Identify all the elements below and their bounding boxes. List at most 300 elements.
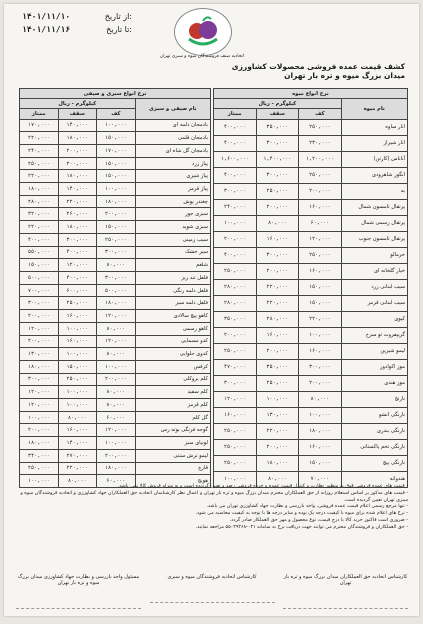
- price-premium: ۳۰۰,۰۰۰: [214, 183, 257, 199]
- table-row: [20, 259, 211, 272]
- price-premium: ۴۰۰,۰۰۰: [214, 167, 257, 183]
- price-min: ۱۶۰,۰۰۰: [299, 439, 342, 455]
- product-name: کلم قرمز: [135, 399, 210, 412]
- price-max: ۸۰,۰۰۰: [256, 215, 299, 231]
- veg-unit-header: کیلوگرم - ریال: [20, 99, 136, 109]
- price-premium: ۲۸۰,۰۰۰: [214, 295, 257, 311]
- price-min: ۱۵۰,۰۰۰: [299, 455, 342, 471]
- price-premium: ۲۲۰,۰۰۰: [20, 221, 59, 234]
- price-premium: ۱,۶۰۰,۰۰۰: [214, 151, 257, 167]
- veg-max-header: سقف: [58, 109, 97, 119]
- table-row: [20, 170, 211, 183]
- product-name: بادمجان دلمه ای: [135, 119, 210, 132]
- product-name: نارنگی تخم پاکستانی: [341, 439, 407, 455]
- table-row: [20, 221, 211, 234]
- product-name: کلم سفید: [135, 386, 210, 399]
- table-row: [214, 119, 408, 135]
- price-min: ۱۰۰,۰۰۰: [97, 437, 136, 450]
- product-name: فلفل دلمه رنگی: [135, 284, 210, 297]
- price-max: ۲۶۰,۰۰۰: [58, 208, 97, 221]
- price-min: ۱۸۰,۰۰۰: [97, 297, 136, 310]
- price-max: ۲۲۰,۰۰۰: [256, 423, 299, 439]
- price-max: ۴۰۰,۰۰۰: [58, 272, 97, 285]
- table-row: [20, 246, 211, 259]
- price-min: ۸۰,۰۰۰: [97, 322, 136, 335]
- product-name: کدوی حلوایی: [135, 348, 210, 361]
- price-max: ۱۲۰,۰۰۰: [58, 259, 97, 272]
- price-premium: ۲۵۰,۰۰۰: [214, 439, 257, 455]
- table-row: [20, 437, 211, 450]
- price-premium: ۳۵۰,۰۰۰: [214, 311, 257, 327]
- table-row: [214, 247, 408, 263]
- table-row: [214, 279, 408, 295]
- price-premium: ۳۴۰,۰۰۰: [20, 449, 59, 462]
- price-premium: ۲۵۰,۰۰۰: [214, 455, 257, 471]
- table-row: [20, 310, 211, 323]
- table-row: [214, 151, 408, 167]
- note-line: - قیمت های مذکور بر اساس استعلام روزانه از حق العملکاران محترم میدان بزرگ میوه و تره بار تهران و اعمال نظر کارشناسان اتحادیه حق العملکاران جهاد کشاورزی و اتحادیه فروشندگان میوه و سبزی تهران تعیین گردیده است.: [20, 490, 408, 503]
- signature-block: [150, 574, 275, 610]
- price-min: ۸۰,۰۰۰: [97, 386, 136, 399]
- signature-line: [16, 590, 141, 609]
- price-max: ۲۰۰,۰۰۰: [58, 144, 97, 157]
- price-premium: ۱۲۰,۰۰۰: [20, 399, 59, 412]
- price-premium: ۲۸۰,۰۰۰: [214, 279, 257, 295]
- price-min: ۱۵۰,۰۰۰: [97, 157, 136, 170]
- notes-section: [16, 484, 408, 532]
- table-row: [20, 399, 211, 412]
- price-premium: ۱۶۰,۰۰۰: [214, 407, 257, 423]
- table-row: [20, 233, 211, 246]
- price-min: ۱۵۰,۰۰۰: [97, 132, 136, 145]
- table-row: [214, 391, 408, 407]
- price-max: ۳۵۰,۰۰۰: [256, 359, 299, 375]
- note-line: - تنها مرجع رسمی اعلام قیمت عمده فروشی، واحد بازرسی و نظارت جهاد کشاورزی تهران می باشد.: [206, 504, 408, 510]
- fruit-price-table: [213, 88, 408, 488]
- price-max: ۱۰۰,۰۰۰: [58, 322, 97, 335]
- price-max: ۱۶۰,۰۰۰: [58, 424, 97, 437]
- table-row: [214, 327, 408, 343]
- price-max: ۱۰۰,۰۰۰: [256, 391, 299, 407]
- price-premium: ۱۰۰,۰۰۰: [214, 471, 257, 487]
- fruit-max-header: سقف: [256, 109, 299, 119]
- table-row: [214, 455, 408, 471]
- table-row: [214, 375, 408, 391]
- price-premium: ۱۰۰,۰۰۰: [214, 215, 257, 231]
- price-min: ۱۸۰,۰۰۰: [97, 462, 136, 475]
- table-row: [20, 284, 211, 297]
- product-name: نارنگی پیچ: [341, 455, 407, 471]
- product-name: لیمو شیرین: [341, 343, 407, 359]
- signature-title: کارشناس اتحادیه حق العملکاران میدان بزرگ میوه و تره بار تهران: [283, 574, 408, 586]
- price-min: ۱۰۰,۰۰۰: [97, 360, 136, 373]
- product-name: انار ساوه: [341, 119, 407, 135]
- price-premium: ۵۰۰,۰۰۰: [20, 272, 59, 285]
- price-min: ۲۲۰,۰۰۰: [299, 311, 342, 327]
- title-line-2: میدان بزرگ میوه و تره بار تهران: [284, 71, 405, 80]
- note-line: - قیمت های عمده فروشی فوق به منظور نظارت و کنترل قیمت عمده و خرده فروشی رصد و تعیین گردیده است و به منزله فروش کالا نمی باشد.: [117, 484, 408, 489]
- price-premium: ۱۸۰,۰۰۰: [20, 437, 59, 450]
- price-max: ۱۶۰,۰۰۰: [58, 335, 97, 348]
- signature-line: [150, 584, 275, 603]
- fruit-section-title: نرخ انواع میوه: [214, 89, 408, 99]
- price-min: ۲۰۰,۰۰۰: [97, 208, 136, 221]
- price-min: ۲۵۰,۰۰۰: [97, 233, 136, 246]
- price-min: ۸۰,۰۰۰: [97, 399, 136, 412]
- price-premium: ۲۵۰,۰۰۰: [214, 343, 257, 359]
- table-row: [214, 343, 408, 359]
- table-row: [214, 231, 408, 247]
- price-min: ۱۶۰,۰۰۰: [299, 263, 342, 279]
- price-max: ۲۲۰,۰۰۰: [58, 462, 97, 475]
- table-row: [20, 297, 211, 310]
- signature-block: [283, 574, 408, 610]
- price-min: ۷۰,۰۰۰: [299, 471, 342, 487]
- price-max: ۱۶۰,۰۰۰: [256, 231, 299, 247]
- product-name: هویج: [135, 475, 210, 488]
- date-from-label: از تاریخ:: [104, 12, 132, 21]
- veg-premium-header: ممتاز: [20, 109, 59, 119]
- product-name: کاهو رسمی: [135, 322, 210, 335]
- price-max: ۱۴۰,۰۰۰: [58, 437, 97, 450]
- price-premium: ۱۸۰,۰۰۰: [20, 360, 59, 373]
- price-max: ۶۰۰,۰۰۰: [58, 284, 97, 297]
- price-premium: ۳۰۰,۰۰۰: [20, 297, 59, 310]
- signature-title: کارشناس اتحادیه فروشندگان میوه و سبزی: [167, 574, 257, 580]
- header: [4, 4, 419, 96]
- product-name: پیاز شیری: [135, 170, 210, 183]
- price-min: ۶۰,۰۰۰: [299, 215, 342, 231]
- price-min: ۱۲۰,۰۰۰: [299, 231, 342, 247]
- price-max: ۸۰,۰۰۰: [58, 411, 97, 424]
- logo-caption: اتحادیه صنف فروشندگان میوه و سبزی تهران: [159, 54, 245, 59]
- price-min: ۱۵۰,۰۰۰: [97, 170, 136, 183]
- product-name: فلفل دلمه سبز: [135, 297, 210, 310]
- product-name: بادمجان گل شاه ای: [135, 144, 210, 157]
- product-name: گریپفروت تو سرخ: [341, 327, 407, 343]
- product-name: انار شیراز: [341, 135, 407, 151]
- table-row: [214, 263, 408, 279]
- price-premium: ۴۰۰,۰۰۰: [214, 135, 257, 151]
- price-premium: ۳۲۰,۰۰۰: [20, 208, 59, 221]
- price-min: ۳۰۰,۰۰۰: [299, 359, 342, 375]
- price-max: ۲۰۰,۰۰۰: [58, 157, 97, 170]
- price-max: ۱۸۰,۰۰۰: [58, 221, 97, 234]
- veg-name-header: نام صیفی و سبزی: [135, 99, 210, 119]
- date-range: [22, 12, 132, 38]
- price-max: ۱۶۰,۰۰۰: [58, 310, 97, 323]
- price-min: ۲۰۰,۰۰۰: [299, 183, 342, 199]
- price-max: ۱۰۰,۰۰۰: [58, 386, 97, 399]
- price-min: ۸۰,۰۰۰: [97, 348, 136, 361]
- product-name: کدو مسمایی: [135, 335, 210, 348]
- price-premium: ۳۰۰,۰۰۰: [20, 373, 59, 386]
- price-min: ۲۳۰,۰۰۰: [299, 135, 342, 151]
- price-min: ۱۵۰,۰۰۰: [97, 221, 136, 234]
- price-max: ۳۰۰,۰۰۰: [256, 247, 299, 263]
- product-name: پیاز زرد: [135, 157, 210, 170]
- table-row: [20, 183, 211, 196]
- fruit-premium-header: ممتاز: [214, 109, 257, 119]
- product-name: سیب لبنانی قرمز: [341, 295, 407, 311]
- price-premium: ۴۷۰,۰۰۰: [214, 359, 257, 375]
- price-max: ۲۵۰,۰۰۰: [256, 183, 299, 199]
- signature-title: مسئول واحد بازرسی و نظارت جهاد کشاورزی میدان بزرگ میوه و تره بار تهران: [17, 574, 140, 586]
- table-row: [20, 424, 211, 437]
- product-name: پیاز قرمز: [135, 183, 210, 196]
- product-name: خیار گلخانه ای: [341, 263, 407, 279]
- price-max: ۲۵۰,۰۰۰: [58, 373, 97, 386]
- veg-rows: [20, 119, 211, 487]
- product-name: کیوی: [341, 311, 407, 327]
- product-name: سبزی جور: [135, 208, 210, 221]
- price-max: ۱۰۰,۰۰۰: [58, 399, 97, 412]
- price-max: ۲۲۰,۰۰۰: [256, 295, 299, 311]
- price-max: ۲۸۰,۰۰۰: [256, 311, 299, 327]
- note-line: - حق العملکاران و فروشندگان محترم می توانند جهت دریافت نرخ به سامانه ۰۲۱-۵۵۰۳۹۲۶۸ مراجعه نمایند.: [195, 524, 408, 530]
- price-min: ۱۵۰,۰۰۰: [299, 279, 342, 295]
- table-row: [214, 135, 408, 151]
- product-name: موز هندی: [341, 375, 407, 391]
- price-premium: ۱۲۰,۰۰۰: [20, 322, 59, 335]
- price-min: ۱۲۰,۰۰۰: [97, 335, 136, 348]
- price-max: ۲۷۰,۰۰۰: [58, 449, 97, 462]
- price-premium: ۲۰۰,۰۰۰: [20, 335, 59, 348]
- table-row: [20, 144, 211, 157]
- price-max: ۲۵۰,۰۰۰: [256, 375, 299, 391]
- product-name: نارنگی انشو: [341, 407, 407, 423]
- price-premium: ۱۵۰,۰۰۰: [20, 259, 59, 272]
- veg-section-title: نرخ انواع سبزی و صیفی: [20, 89, 211, 99]
- product-name: پرتقال تامسون شمال: [341, 199, 407, 215]
- vegetable-price-table: [19, 88, 211, 488]
- price-max: ۲۰۰,۰۰۰: [256, 199, 299, 215]
- price-premium: ۲۵۰,۰۰۰: [20, 157, 59, 170]
- price-max: ۸۰,۰۰۰: [58, 475, 97, 488]
- price-max: ۱۳۰,۰۰۰: [256, 407, 299, 423]
- fruit-unit-header: کیلوگرم - ریال: [214, 99, 342, 109]
- product-name: سیر خشک: [135, 246, 210, 259]
- table-row: [20, 348, 211, 361]
- price-premium: ۲۰۰,۰۰۰: [214, 327, 257, 343]
- product-name: فلفل تند ریز: [135, 272, 210, 285]
- fruit-rows: [214, 119, 408, 487]
- price-max: ۳۰۰,۰۰۰: [58, 233, 97, 246]
- table-row: [214, 295, 408, 311]
- price-min: ۱,۲۰۰,۰۰۰: [299, 151, 342, 167]
- price-max: ۱۶۰,۰۰۰: [256, 327, 299, 343]
- price-min: ۱۲۰,۰۰۰: [97, 424, 136, 437]
- table-row: [20, 272, 211, 285]
- table-row: [20, 386, 211, 399]
- price-premium: ۲۸۰,۰۰۰: [20, 195, 59, 208]
- product-name: بادمجان قلمی: [135, 132, 210, 145]
- fruit-basket-icon: [183, 13, 223, 51]
- price-max: ۳۰۰,۰۰۰: [256, 167, 299, 183]
- price-premium: ۲۰۰,۰۰۰: [20, 424, 59, 437]
- price-min: ۱۵۰,۰۰۰: [299, 295, 342, 311]
- table-row: [20, 449, 211, 462]
- price-premium: ۲۰۰,۰۰۰: [214, 231, 257, 247]
- product-name: کلم بروکلی: [135, 373, 210, 386]
- product-name: گوجه فرنگی بوته رس: [135, 424, 210, 437]
- price-premium: ۲۴۰,۰۰۰: [20, 144, 59, 157]
- table-row: [20, 208, 211, 221]
- price-list-document: [4, 4, 419, 616]
- price-premium: ۲۵۰,۰۰۰: [20, 462, 59, 475]
- price-min: ۱۰۰,۰۰۰: [97, 119, 136, 132]
- table-row: [20, 195, 211, 208]
- price-max: ۱۰۰,۰۰۰: [58, 348, 97, 361]
- price-max: ۱۴۰,۰۰۰: [58, 119, 97, 132]
- price-min: ۱۸۰,۰۰۰: [97, 195, 136, 208]
- price-min: ۲۰۰,۰۰۰: [97, 449, 136, 462]
- price-min: ۶۰,۰۰۰: [97, 475, 136, 488]
- price-min: ۳۰۰,۰۰۰: [97, 246, 136, 259]
- product-name: سبزی شوید: [135, 221, 210, 234]
- price-max: ۱۴۰,۰۰۰: [58, 183, 97, 196]
- price-max: ۲۰۰,۰۰۰: [256, 263, 299, 279]
- table-row: [20, 462, 211, 475]
- note-line: - نرخ های اعلام شده برای میوه با کیفیت درجه یک بوده و سایر درجه ها با توجه به کیفیت محاسبه می شود.: [195, 511, 408, 517]
- date-to-row: [22, 25, 132, 34]
- table-row: [20, 360, 211, 373]
- fruit-min-header: کف: [299, 109, 342, 119]
- price-premium: ۱۲۰,۰۰۰: [214, 391, 257, 407]
- table-row: [214, 359, 408, 375]
- price-premium: ۲۵۰,۰۰۰: [214, 263, 257, 279]
- signature-line: [283, 590, 408, 609]
- price-premium: ۱۳۰,۰۰۰: [20, 348, 59, 361]
- price-premium: ۱۸۰,۰۰۰: [20, 183, 59, 196]
- table-row: [214, 215, 408, 231]
- product-name: شلغم: [135, 259, 210, 272]
- price-premium: ۲۲۰,۰۰۰: [20, 170, 59, 183]
- price-max: ۲۲۰,۰۰۰: [256, 279, 299, 295]
- price-min: ۸۰,۰۰۰: [97, 259, 136, 272]
- table-row: [20, 157, 211, 170]
- date-to: ۱۴۰۱/۱۱/۱۶: [22, 25, 71, 34]
- fruit-name-header: نام میوه: [341, 99, 407, 119]
- product-name: موز اکوادور: [341, 359, 407, 375]
- table-row: [214, 183, 408, 199]
- price-premium: ۴۰۰,۰۰۰: [214, 247, 257, 263]
- price-max: ۳۵۰,۰۰۰: [256, 119, 299, 135]
- product-name: پرتقال تامسون جنوب: [341, 231, 407, 247]
- price-min: ۱۷۰,۰۰۰: [97, 144, 136, 157]
- price-min: ۱۲۰,۰۰۰: [97, 310, 136, 323]
- product-name: پرتقال رسمی شمال: [341, 215, 407, 231]
- table-row: [20, 411, 211, 424]
- note-line: - ضروری است فاکتور خرید کالا با درج قیمت، نوع محصول و مهر حق العملکار صادر گردد.: [229, 517, 408, 523]
- price-premium: ۷۰۰,۰۰۰: [20, 284, 59, 297]
- price-premium: ۳۰۰,۰۰۰: [214, 375, 257, 391]
- product-name: کرفس: [135, 360, 210, 373]
- price-premium: ۱۰۰,۰۰۰: [20, 411, 59, 424]
- price-min: ۱۰۰,۰۰۰: [299, 327, 342, 343]
- price-premium: ۴۰۰,۰۰۰: [20, 233, 59, 246]
- price-min: ۳۰۰,۰۰۰: [97, 272, 136, 285]
- price-premium: ۴۰۰,۰۰۰: [214, 119, 257, 135]
- price-max: ۱۸۰,۰۰۰: [256, 455, 299, 471]
- price-max: ۱۵۰,۰۰۰: [58, 360, 97, 373]
- price-premium: ۵۵۰,۰۰۰: [20, 246, 59, 259]
- date-from-row: [22, 12, 132, 21]
- price-premium: ۲۲۰,۰۰۰: [20, 132, 59, 145]
- date-from: ۱۴۰۱/۱۱/۱۰: [22, 12, 71, 21]
- price-min: ۲۰۰,۰۰۰: [97, 373, 136, 386]
- product-name: سیب لبنانی زرد: [341, 279, 407, 295]
- price-max: ۳۰۰,۰۰۰: [256, 135, 299, 151]
- document-title: [185, 62, 405, 80]
- price-tables: [18, 88, 408, 488]
- price-min: ۲۵۰,۰۰۰: [299, 167, 342, 183]
- product-name: لوبیای سبز: [135, 437, 210, 450]
- title-line-1: کشف قیمت عمده فروشی محصولات کشاورزی: [231, 62, 405, 71]
- table-row: [20, 132, 211, 145]
- product-name: سیب زمینی: [135, 233, 210, 246]
- price-max: ۸۰,۰۰۰: [256, 471, 299, 487]
- price-max: ۱۸۰,۰۰۰: [58, 132, 97, 145]
- table-row: [214, 311, 408, 327]
- table-row: [214, 407, 408, 423]
- product-name: خرمالو: [341, 247, 407, 263]
- table-row: [214, 199, 408, 215]
- price-premium: ۲۴۰,۰۰۰: [214, 199, 257, 215]
- price-max: ۱,۴۰۰,۰۰۰: [256, 151, 299, 167]
- price-premium: ۱۰۰,۰۰۰: [20, 475, 59, 488]
- product-name: انگور شاهرودی: [341, 167, 407, 183]
- signatures-section: [16, 574, 408, 610]
- price-min: ۶۰,۰۰۰: [97, 411, 136, 424]
- price-min: ۱۶۰,۰۰۰: [299, 199, 342, 215]
- veg-min-header: کف: [97, 109, 136, 119]
- date-to-label: تا تاریخ:: [106, 25, 132, 34]
- product-name: قارچ: [135, 462, 210, 475]
- table-row: [214, 439, 408, 455]
- union-logo: [174, 8, 232, 56]
- price-min: ۱۰۰,۰۰۰: [97, 183, 136, 196]
- signature-block: [16, 574, 141, 610]
- product-name: چغندر پوش: [135, 195, 210, 208]
- price-premium: ۱۷۰,۰۰۰: [20, 119, 59, 132]
- price-min: ۵۰۰,۰۰۰: [97, 284, 136, 297]
- price-max: ۲۰۰,۰۰۰: [256, 343, 299, 359]
- product-name: گل کلم: [135, 411, 210, 424]
- price-max: ۱۸۰,۰۰۰: [58, 170, 97, 183]
- price-min: ۱۰۰,۰۰۰: [299, 407, 342, 423]
- product-name: آناناس (کارتن): [341, 151, 407, 167]
- price-min: ۲۵۰,۰۰۰: [299, 247, 342, 263]
- table-row: [214, 167, 408, 183]
- table-row: [20, 335, 211, 348]
- product-name: لیمو ترش سنتی: [135, 449, 210, 462]
- product-name: نارنگی بندری: [341, 423, 407, 439]
- product-name: به: [341, 183, 407, 199]
- price-min: ۲۰۰,۰۰۰: [299, 375, 342, 391]
- product-name: هندوانه: [341, 471, 407, 487]
- product-name: کاهو پیچ سالادی: [135, 310, 210, 323]
- price-min: ۱۶۰,۰۰۰: [299, 343, 342, 359]
- table-row: [20, 119, 211, 132]
- price-min: ۱۸۰,۰۰۰: [299, 423, 342, 439]
- price-premium: ۲۵۰,۰۰۰: [214, 423, 257, 439]
- price-max: ۴۰۰,۰۰۰: [58, 246, 97, 259]
- table-row: [20, 322, 211, 335]
- price-premium: ۲۰۰,۰۰۰: [20, 310, 59, 323]
- price-max: ۲۵۰,۰۰۰: [58, 297, 97, 310]
- price-max: ۲۰۰,۰۰۰: [256, 439, 299, 455]
